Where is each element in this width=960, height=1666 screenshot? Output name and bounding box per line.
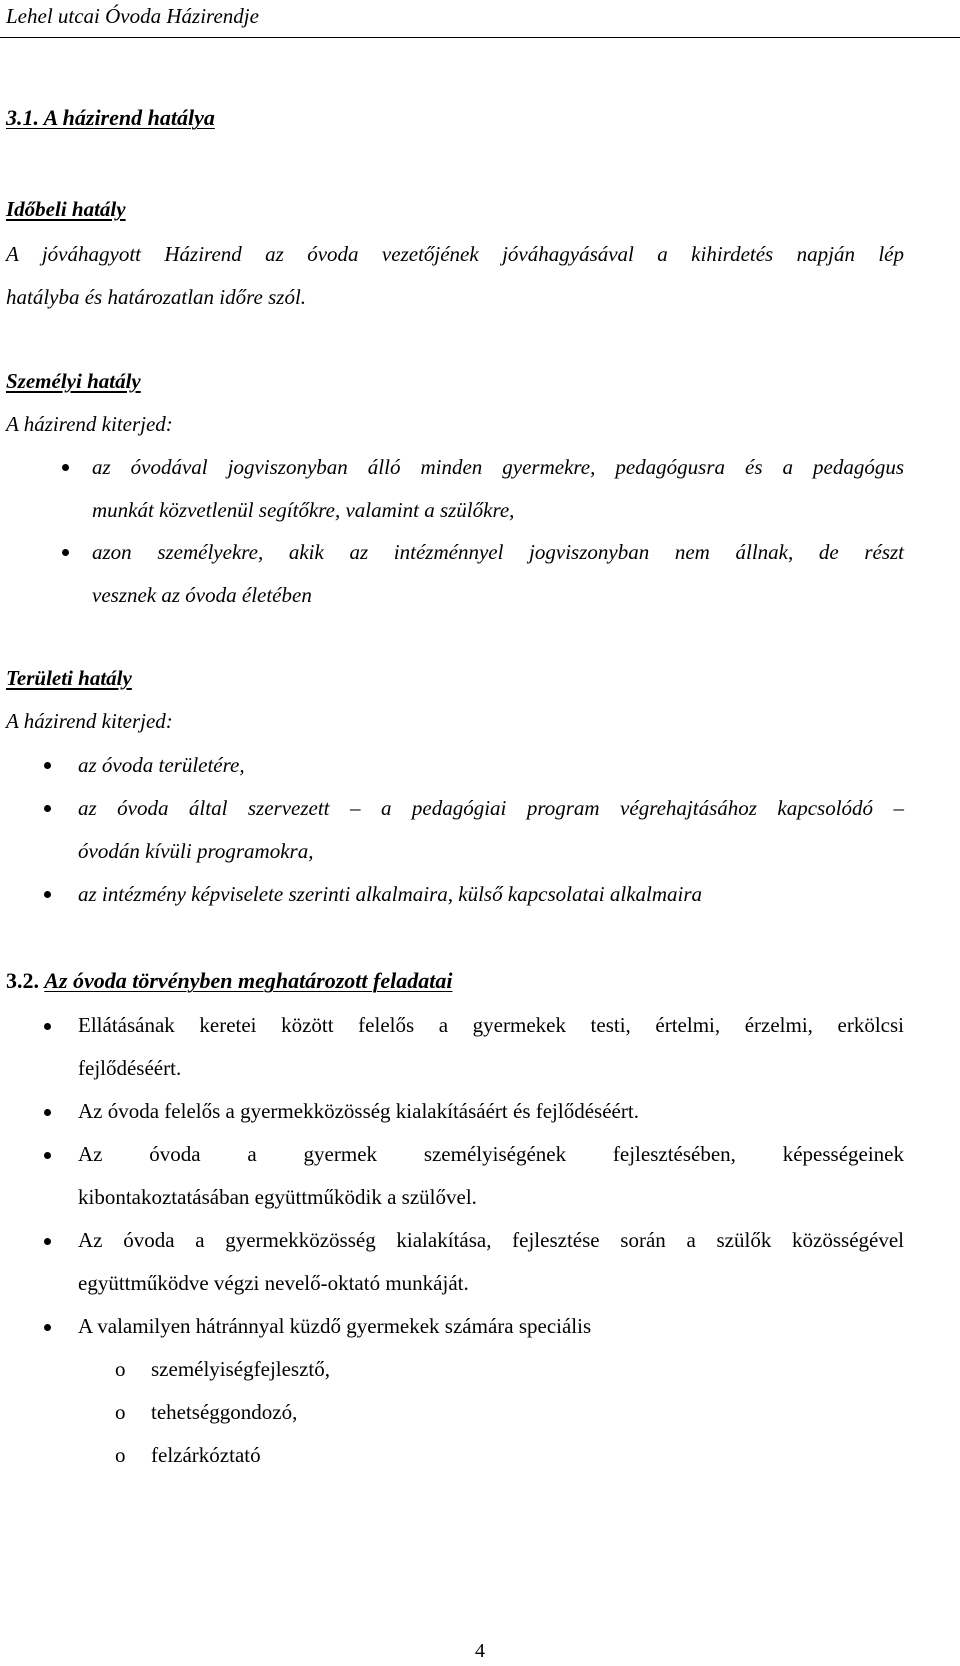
time-scope-heading: Időbeli hatály	[6, 197, 126, 221]
task-item-3-line1: Az óvoda a gyermek személyiségének fejlesztésében, képességeinek	[78, 1142, 904, 1166]
bullet-icon	[44, 1109, 51, 1116]
time-scope-text-line1: A jóváhagyott Házirend az óvoda vezetőjének jóváhagyásával a kihirdetés napján lép	[6, 242, 904, 266]
task-item-4-line1: Az óvoda a gyermekközösség kialakítása, fejlesztése során a szülők közösségével	[78, 1228, 904, 1252]
task-item-5: A valamilyen hátránnyal küzdő gyermekek számára speciális	[78, 1314, 592, 1338]
bullet-icon	[62, 464, 69, 471]
task-item-3-line2: kibontakoztatásában együttműködik a szülővel.	[78, 1185, 477, 1209]
bullet-icon	[44, 805, 51, 812]
header-rule	[0, 37, 960, 38]
section-3-2-number: 3.2.	[6, 968, 39, 993]
subitem-1: személyiségfejlesztő,	[151, 1357, 331, 1381]
subitem-3: felzárkóztató	[151, 1443, 261, 1467]
task-item-1-line1: Ellátásának keretei között felelős a gyermekek testi, értelmi, érzelmi, erkölcsi	[78, 1013, 904, 1037]
page-number: 4	[475, 1640, 485, 1662]
time-scope-text-line2: hatályba és határozatlan időre szól.	[6, 285, 307, 309]
bullet-icon	[44, 1152, 51, 1159]
territorial-item-1: az óvoda területére,	[78, 753, 245, 777]
territorial-scope-intro: A házirend kiterjed:	[6, 709, 173, 733]
personal-item-1-line1: az óvodával jogviszonyban álló minden gyermekre, pedagógusra és a pedagógus	[92, 455, 904, 479]
running-header: Lehel utcai Óvoda Házirendje	[6, 4, 259, 28]
personal-item-1-line2: munkát közvetlenül segítőkre, valamint a szülőkre,	[92, 498, 515, 522]
territorial-item-2-line1: az óvoda által szervezett – a pedagógiai program végrehajtásához kapcsolódó –	[78, 796, 904, 820]
bullet-icon	[44, 762, 51, 769]
personal-scope-intro: A házirend kiterjed:	[6, 412, 173, 436]
circle-bullet-icon: o	[115, 1357, 126, 1381]
section-3-2-title	[6, 968, 452, 994]
subitem-2: tehetséggondozó,	[151, 1400, 298, 1424]
task-item-1-line2: fejlődéséért.	[78, 1056, 182, 1080]
task-item-4-line2: együttműködve végzi nevelő-oktató munkáját.	[78, 1271, 469, 1295]
bullet-icon	[44, 1238, 51, 1245]
personal-item-2-line2: vesznek az óvoda életében	[92, 583, 312, 607]
territorial-item-3: az intézmény képviselete szerinti alkalmaira, külső kapcsolatai alkalmaira	[78, 882, 703, 906]
circle-bullet-icon: o	[115, 1400, 126, 1424]
personal-item-2-line1: azon személyekre, akik az intézménnyel jogviszonyban nem állnak, de részt	[92, 540, 904, 564]
circle-bullet-icon: o	[115, 1443, 126, 1467]
territorial-scope-heading: Területi hatály	[6, 666, 132, 690]
personal-scope-heading: Személyi hatály	[6, 369, 141, 393]
bullet-icon	[44, 891, 51, 898]
bullet-icon	[44, 1324, 51, 1331]
task-item-2: Az óvoda felelős a gyermekközösség kialakításáért és fejlődéséért.	[78, 1099, 639, 1123]
territorial-item-2-line2: óvodán kívüli programokra,	[78, 839, 314, 863]
section-3-1-title: 3.1. A házirend hatálya	[6, 105, 215, 130]
bullet-icon	[62, 549, 69, 556]
bullet-icon	[44, 1023, 51, 1030]
section-3-2-heading: Az óvoda törvényben meghatározott feladatai	[44, 968, 453, 993]
